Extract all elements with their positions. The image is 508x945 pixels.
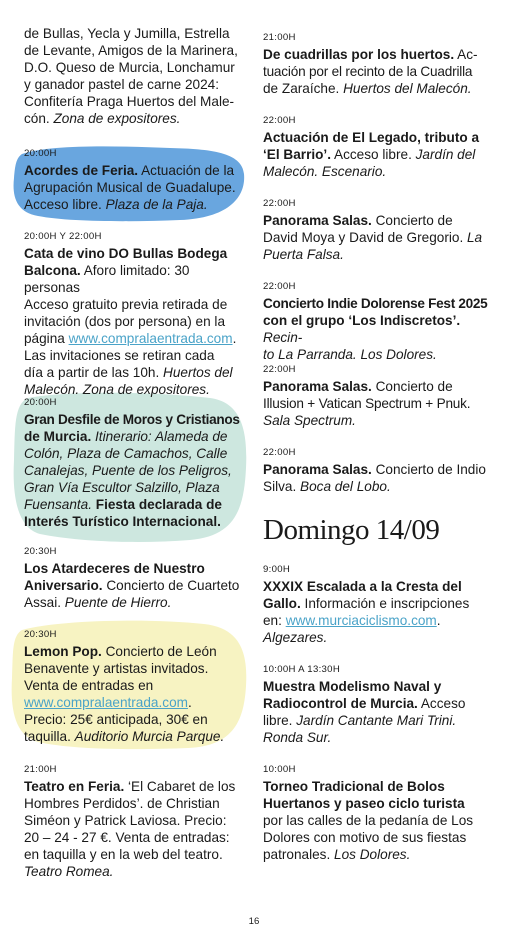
event-location: Los Dolores. (334, 847, 411, 862)
event-location: Ronda Sur. (263, 730, 332, 745)
event-time: 21:00H (263, 32, 296, 43)
event-location: Malecón. Escenario. (263, 164, 387, 179)
event-time: 22:00H (263, 115, 296, 126)
event-indie-dolorense: 22:00H Concierto Indie Dolorense Fest 2025 con el grupo ‘Los Indiscretos’. Recin- to La Parranda. Los Dolores. (263, 281, 495, 363)
event-time: 10:00H (263, 764, 296, 775)
event-cata-de-vino: 20:00H Y 22:00H Cata de vino DO Bullas Bodega Balcona. Aforo limitado: 30 personas Acceso gratuito previa retirada de invitación (dos por persona) en la página www.compralaentrada.com. Las invitaciones se retiran cada día a partir de las 10h. Huertos del Malecón. Zona de expositores. (24, 231, 246, 398)
event-time: 22:00H (263, 198, 296, 209)
event-torneo-bolos: 10:00H Torneo Tradicional de Bolos Huertanos y paseo ciclo turista por las calles de la pedanía de Los Dolores con motivo de sus fiestas patronales. Los Dolores. (263, 764, 495, 863)
event-title: Acordes de Feria. (24, 163, 139, 178)
event-title: Los Atardeceres de Nuestro (24, 561, 205, 576)
event-lemon-pop: 20:30H Lemon Pop. Concierto de León Benavente y artistas invitados. Venta de entradas en www.compralaentrada.com. Precio: 25€ anticipada, 30€ en taquilla. Auditorio Murcia Parque. (24, 629, 246, 745)
event-location: Auditorio Murcia Parque. (74, 729, 225, 744)
event-time: 21:00H (24, 764, 57, 775)
compralaentrada-link[interactable]: www.compralaentrada.com (68, 331, 233, 346)
event-title: Panorama Salas. (263, 379, 372, 394)
event-time: 22:00H (263, 364, 296, 375)
intro-paragraph (24, 25, 246, 127)
event-time: 22:00H (263, 281, 296, 292)
event-gran-desfile: 20:00H Gran Desfile de Moros y Cristianos de Murcia. Itinerario: Alameda de Colón, Plaza de Camachos, Calle Canalejas, Puente de los Peligros, Gran Vía Escultor Salzillo, Plaza Fuensanta. Fiesta declarada de Interés Turístico Internacional. (24, 397, 246, 530)
day-heading: Domingo 14/09 (263, 514, 440, 546)
event-title: Concierto Indie Dolorense Fest 2025 (263, 296, 488, 311)
event-panorama-salas-1: 22:00H Panorama Salas. Concierto de David Moya y David de Gregorio. La Puerta Falsa. (263, 198, 495, 263)
event-title: Torneo Tradicional de Bolos (263, 779, 445, 794)
event-time: 20:30H (24, 546, 57, 557)
event-time: 20:00H (24, 148, 57, 159)
intro-line: cón. Zona de expositores. (24, 111, 181, 126)
event-location: Puente de Hierro. (64, 595, 172, 610)
murciaciclismo-link[interactable]: www.murciaciclismo.com (285, 613, 437, 628)
event-title: Panorama Salas. (263, 213, 372, 228)
event-time: 9:00H (263, 564, 291, 575)
event-time: 20:00H (24, 397, 57, 408)
event-title: Panorama Salas. (263, 462, 372, 477)
event-teatro-en-feria: 21:00H Teatro en Feria. ‘El Cabaret de los Hombres Perdidos’. de Christian Siméon y Patrick Laviosa. Precio: 20 – 24 - 27 €. Venta de entradas: en taquilla y en la web del teatro. Teatro Romea. (24, 764, 246, 880)
event-location: to La Parranda. Los Dolores. (263, 347, 437, 362)
event-title: XXXIX Escalada a la Cresta del (263, 579, 462, 594)
intro-line: de Levante, Amigos de la Marinera, (24, 43, 238, 58)
event-title: Cata de vino DO Bullas Bodega (24, 246, 228, 261)
event-location: Puerta Falsa. (263, 247, 344, 262)
event-panorama-salas-2: 22:00H Panorama Salas. Concierto de Illusion + Vatican Spectrum + Pnuk. Sala Spectrum. (263, 364, 495, 429)
event-location: Huertos del Malecón. (343, 81, 472, 96)
event-modelismo-naval: 10:00H A 13:30H Muestra Modelismo Naval y Radiocontrol de Murcia. Acceso libre. Jardín Cantante Mari Trini. Ronda Sur. (263, 664, 495, 746)
intro-line: de Bullas, Yecla y Jumilla, Estrella (24, 26, 230, 41)
event-time: 20:00H Y 22:00H (24, 231, 102, 242)
intro-line: y ganador pastel de carne 2024: (24, 77, 219, 92)
event-panorama-salas-3: 22:00H Panorama Salas. Concierto de Indio Silva. Boca del Lobo. (263, 447, 495, 495)
event-el-legado: 22:00H Actuación de El Legado, tributo a ‘El Barrio’. Acceso libre. Jardín del Malecón. Escenario. (263, 115, 495, 180)
event-title: Gran Desfile de Moros y Cristianos (24, 412, 240, 427)
event-title: Muestra Modelismo Naval y (263, 679, 442, 694)
event-acordes-de-feria: 20:00H Acordes de Feria. Actuación de la Agrupación Musical de Guadalupe. Acceso libre. Plaza de la Paja. (24, 148, 246, 213)
event-title: Teatro en Feria. (24, 779, 125, 794)
event-title: Actuación de El Legado, tributo a (263, 130, 480, 145)
event-cuadrillas: 21:00H De cuadrillas por los huertos. Ac- tuación por el recinto de la Cuadrilla de Zaraíche. Huertos del Malecón. (263, 32, 495, 97)
event-location: Sala Spectrum. (263, 413, 356, 428)
event-location: Malecón. Zona de expositores. (24, 382, 210, 397)
event-location: Plaza de la Paja. (105, 197, 208, 212)
event-time: 10:00H A 13:30H (263, 664, 341, 675)
intro-line: D.O. Queso de Murcia, Lonchamur (24, 60, 235, 75)
event-title: Lemon Pop. (24, 644, 102, 659)
event-atardeceres: 20:30H Los Atardeceres de Nuestro Aniversario. Concierto de Cuarteto Assai. Puente de Hierro. (24, 546, 246, 611)
event-time: 20:30H (24, 629, 57, 640)
intro-line: Confitería Praga Huertos del Male- (24, 94, 235, 109)
event-title: De cuadrillas por los huertos. (263, 47, 455, 62)
event-location: Algezares. (263, 630, 328, 645)
event-escalada: 9:00H XXXIX Escalada a la Cresta del Gallo. Información e inscripciones en: www.murciaciclismo.com. Algezares. (263, 564, 495, 646)
event-location: Boca del Lobo. (300, 479, 391, 494)
event-time: 22:00H (263, 447, 296, 458)
page-number: 16 (248, 916, 260, 927)
compralaentrada-link[interactable]: www.compralaentrada.com (24, 695, 188, 710)
event-location: Teatro Romea. (24, 864, 114, 879)
